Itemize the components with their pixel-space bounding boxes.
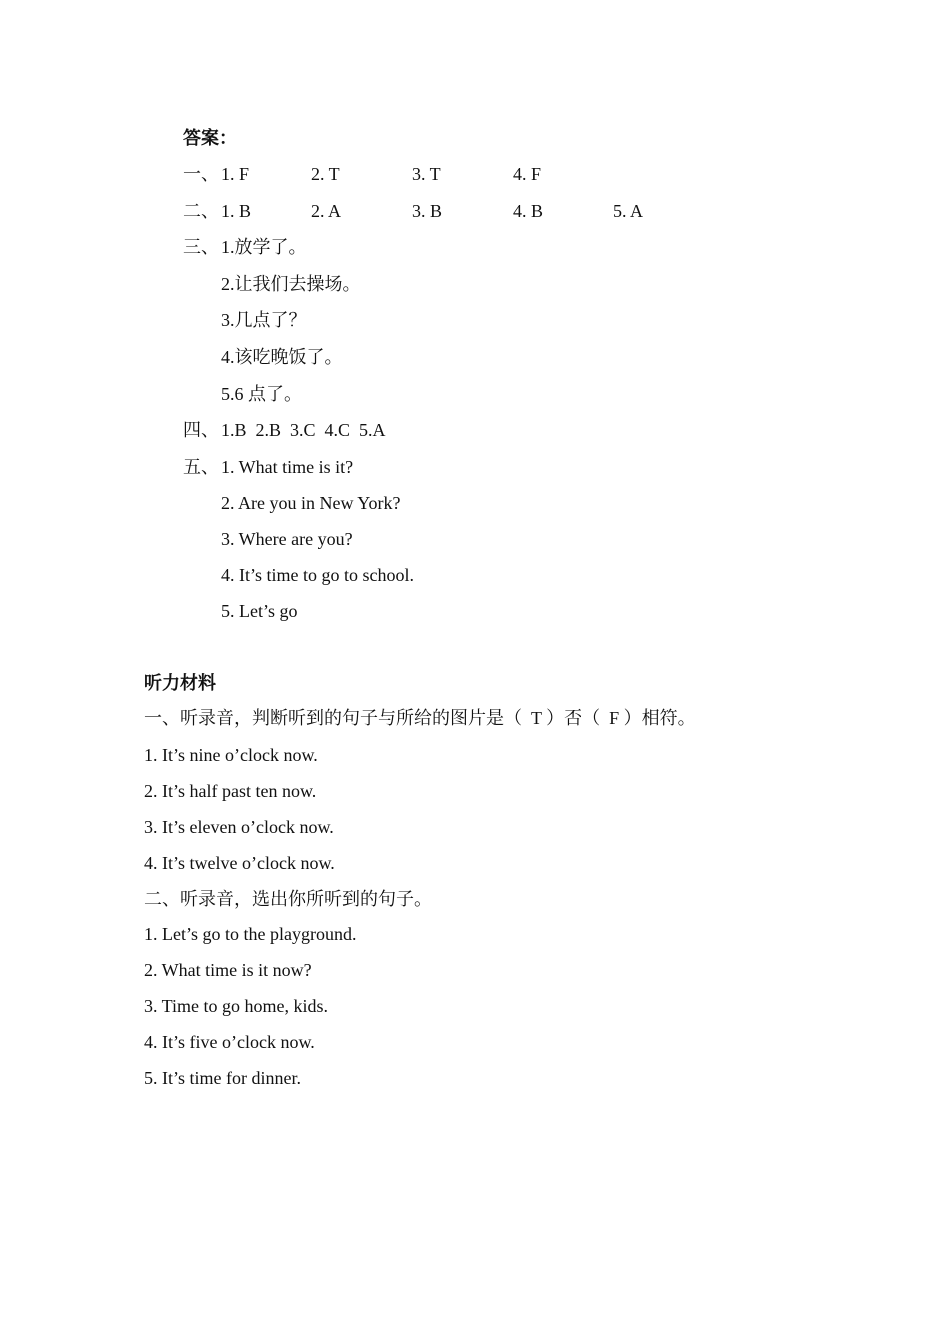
answer-item: 2. T xyxy=(311,164,340,184)
answer-item: 5. A xyxy=(613,201,644,221)
listening-sentence: 5. It’s time for dinner. xyxy=(144,1068,301,1088)
answer-item: 3. T xyxy=(412,164,441,184)
answer-item: 4. B xyxy=(513,201,544,221)
section-prefix: 四、 xyxy=(183,420,219,440)
answer-item: 1.放学了。 xyxy=(221,237,307,257)
answer-item: 2. Are you in New York? xyxy=(221,493,401,513)
answers-heading: 答案： xyxy=(183,128,237,148)
answer-item: 1. B xyxy=(221,201,252,221)
answers-section-2 xyxy=(183,199,783,223)
listening-sentence: 2. It’s half past ten now. xyxy=(144,781,317,801)
section-prefix: 二、 xyxy=(183,201,219,221)
answer-item: 4. F xyxy=(513,164,542,184)
listening-sentence: 4. It’s twelve o’clock now. xyxy=(144,853,335,873)
answers-section-5 xyxy=(183,455,583,479)
answer-item: 5.6 点了。 xyxy=(221,384,302,404)
listening-sentence: 3. Time to go home, kids. xyxy=(144,996,329,1016)
answer-text: 1.B 2.B 3.C 4.C 5.A xyxy=(221,420,386,440)
listening-heading: 听力材料 xyxy=(144,673,216,693)
listening-sentence: 1. It’s nine o’clock now. xyxy=(144,745,318,765)
answer-item: 2. A xyxy=(311,201,342,221)
answer-item: 1. F xyxy=(221,164,250,184)
answer-item: 3. Where are you? xyxy=(221,529,353,549)
answers-section-1 xyxy=(183,162,783,186)
listening-sentence: 4. It’s five o’clock now. xyxy=(144,1032,315,1052)
listening-part1-instruction: 一、听录音，判断听到的句子与所给的图片是（ T ）否（ F ）相符。 xyxy=(144,708,696,728)
answers-section-4 xyxy=(183,418,583,442)
listening-sentence: 2. What time is it now? xyxy=(144,960,312,980)
answer-item: 2.让我们去操场。 xyxy=(221,274,361,294)
section-prefix: 三、 xyxy=(183,237,219,257)
listening-sentence: 1. Let’s go to the playground. xyxy=(144,924,357,944)
answers-section-3 xyxy=(183,235,583,259)
answer-item: 5. Let’s go xyxy=(221,601,298,621)
answer-item: 3.几点了？ xyxy=(221,310,307,330)
answer-item: 4. It’s time to go to school. xyxy=(221,565,414,585)
answer-item: 3. B xyxy=(412,201,443,221)
section-prefix: 一、 xyxy=(183,164,219,184)
section-prefix: 五、 xyxy=(183,457,219,477)
answer-item: 4.该吃晚饭了。 xyxy=(221,347,343,367)
listening-sentence: 3. It’s eleven o’clock now. xyxy=(144,817,334,837)
listening-part2-instruction: 二、听录音，选出你所听到的句子。 xyxy=(144,889,432,909)
answer-item: 1. What time is it? xyxy=(221,457,354,477)
